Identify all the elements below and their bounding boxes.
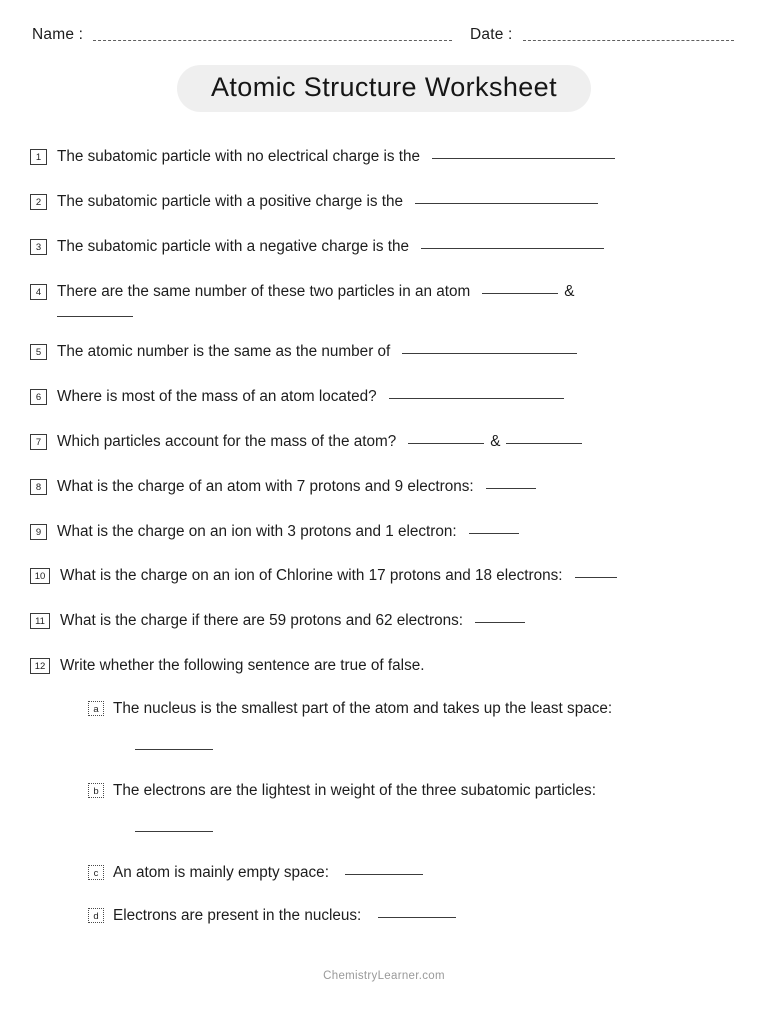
subitem-marker: a [88,701,104,716]
question-item [30,191,738,214]
subitem-body [113,698,738,760]
answer-blank[interactable] [378,917,456,918]
question-item [30,521,738,544]
question-number: 6 [30,389,47,405]
answer-blank-secondary[interactable] [506,443,582,444]
answer-blank[interactable] [575,577,617,578]
answer-blank[interactable] [402,353,577,354]
title-container [0,65,768,112]
question-list [0,146,768,948]
question-item [30,281,738,319]
question-body [60,610,738,633]
answer-blank[interactable] [389,398,564,399]
subitem-text: An atom is mainly empty space: [113,864,329,881]
answer-blank[interactable] [408,443,484,444]
question-text: What is the charge on an ion with 3 protons and 1 electron: [57,522,457,540]
subitem-list [60,698,738,928]
subitem-body [113,862,738,885]
site-credit: ChemistryLearner.com [323,970,445,982]
answer-blank[interactable] [415,203,598,204]
answer-blank[interactable] [469,533,519,534]
question-text: Which particles account for the mass of the atom? [57,432,397,450]
question-body [57,386,738,409]
ampersand-separator: & [564,282,575,300]
subitem [88,905,738,928]
name-label: Name : [32,26,84,43]
answer-blank[interactable] [421,248,604,249]
answer-blank[interactable] [486,488,536,489]
question-body [57,476,738,499]
subitem-body [113,905,738,928]
question-body [57,191,738,214]
question-body [57,341,738,364]
question-body [57,281,738,319]
question-text: What is the charge if there are 59 protons and 62 electrons: [60,612,464,630]
question-body [57,431,738,454]
question-item [30,431,738,454]
question-text: The atomic number is the same as the number of [57,342,391,360]
subitem-body [113,780,738,842]
question-item [30,236,738,259]
subitem-answer-row [113,819,738,842]
answer-blank[interactable] [345,874,423,875]
question-item [30,146,738,169]
subitem [88,780,738,842]
question-number: 11 [30,613,50,629]
question-number: 10 [30,568,50,584]
question-number: 9 [30,524,47,540]
question-text: What is the charge on an ion of Chlorine with 17 protons and 18 electrons: [60,567,563,585]
page-title: Atomic Structure Worksheet [177,65,591,112]
subitem-text: Electrons are present in the nucleus: [113,906,362,924]
answer-blank[interactable] [432,158,615,159]
question-number: 1 [30,149,47,165]
ampersand-separator: & [490,432,501,450]
question-number: 7 [30,434,47,450]
question-number: 12 [30,658,50,674]
subitem-marker: b [88,783,104,798]
question-body [60,565,738,588]
question-body [57,521,738,544]
question-body [57,146,738,169]
question-text: Where is most of the mass of an atom located? [57,387,377,405]
subitem-text: The electrons are the lightest in weight of the three subatomic particles: [113,782,596,800]
question-number: 4 [30,284,47,300]
question-item [30,476,738,499]
question-item [30,610,738,633]
name-write-line[interactable] [93,40,452,41]
question-text: The subatomic particle with a positive charge is the [57,192,404,210]
question-body [60,655,738,948]
question-number: 5 [30,344,47,360]
answer-blank[interactable] [482,293,558,294]
answer-blank-secondary[interactable] [57,316,133,317]
question-text: There are the same number of these two particles in an atom [57,282,471,300]
subitem-text: The nucleus is the smallest part of the atom and takes up the least space: [113,700,613,718]
question-text: The subatomic particle with no electrical charge is the [57,148,421,165]
question-number: 8 [30,479,47,495]
date-label: Date : [470,26,513,43]
subitem-answer-row [113,737,738,760]
question-text: What is the charge of an atom with 7 protons and 9 electrons: [57,477,474,495]
question-text: The subatomic particle with a negative charge is the [57,237,410,255]
question-body [57,236,738,259]
subitem [88,862,738,885]
question-number: 3 [30,239,47,255]
subitem-marker: d [88,908,104,923]
date-write-line[interactable] [523,40,734,41]
question-item [30,341,738,364]
answer-blank[interactable] [135,831,213,832]
question-number: 2 [30,194,47,210]
question-text: Write whether the following sentence are true of false. [60,657,425,675]
name-field[interactable] [32,26,470,45]
question-item [30,386,738,409]
answer-blank[interactable] [475,622,525,623]
student-info-row [0,0,768,45]
date-field[interactable] [470,26,736,45]
subitem [88,698,738,760]
subitem-marker: c [88,865,104,880]
question-item [30,565,738,588]
question-item [30,655,738,948]
answer-blank[interactable] [135,749,213,750]
